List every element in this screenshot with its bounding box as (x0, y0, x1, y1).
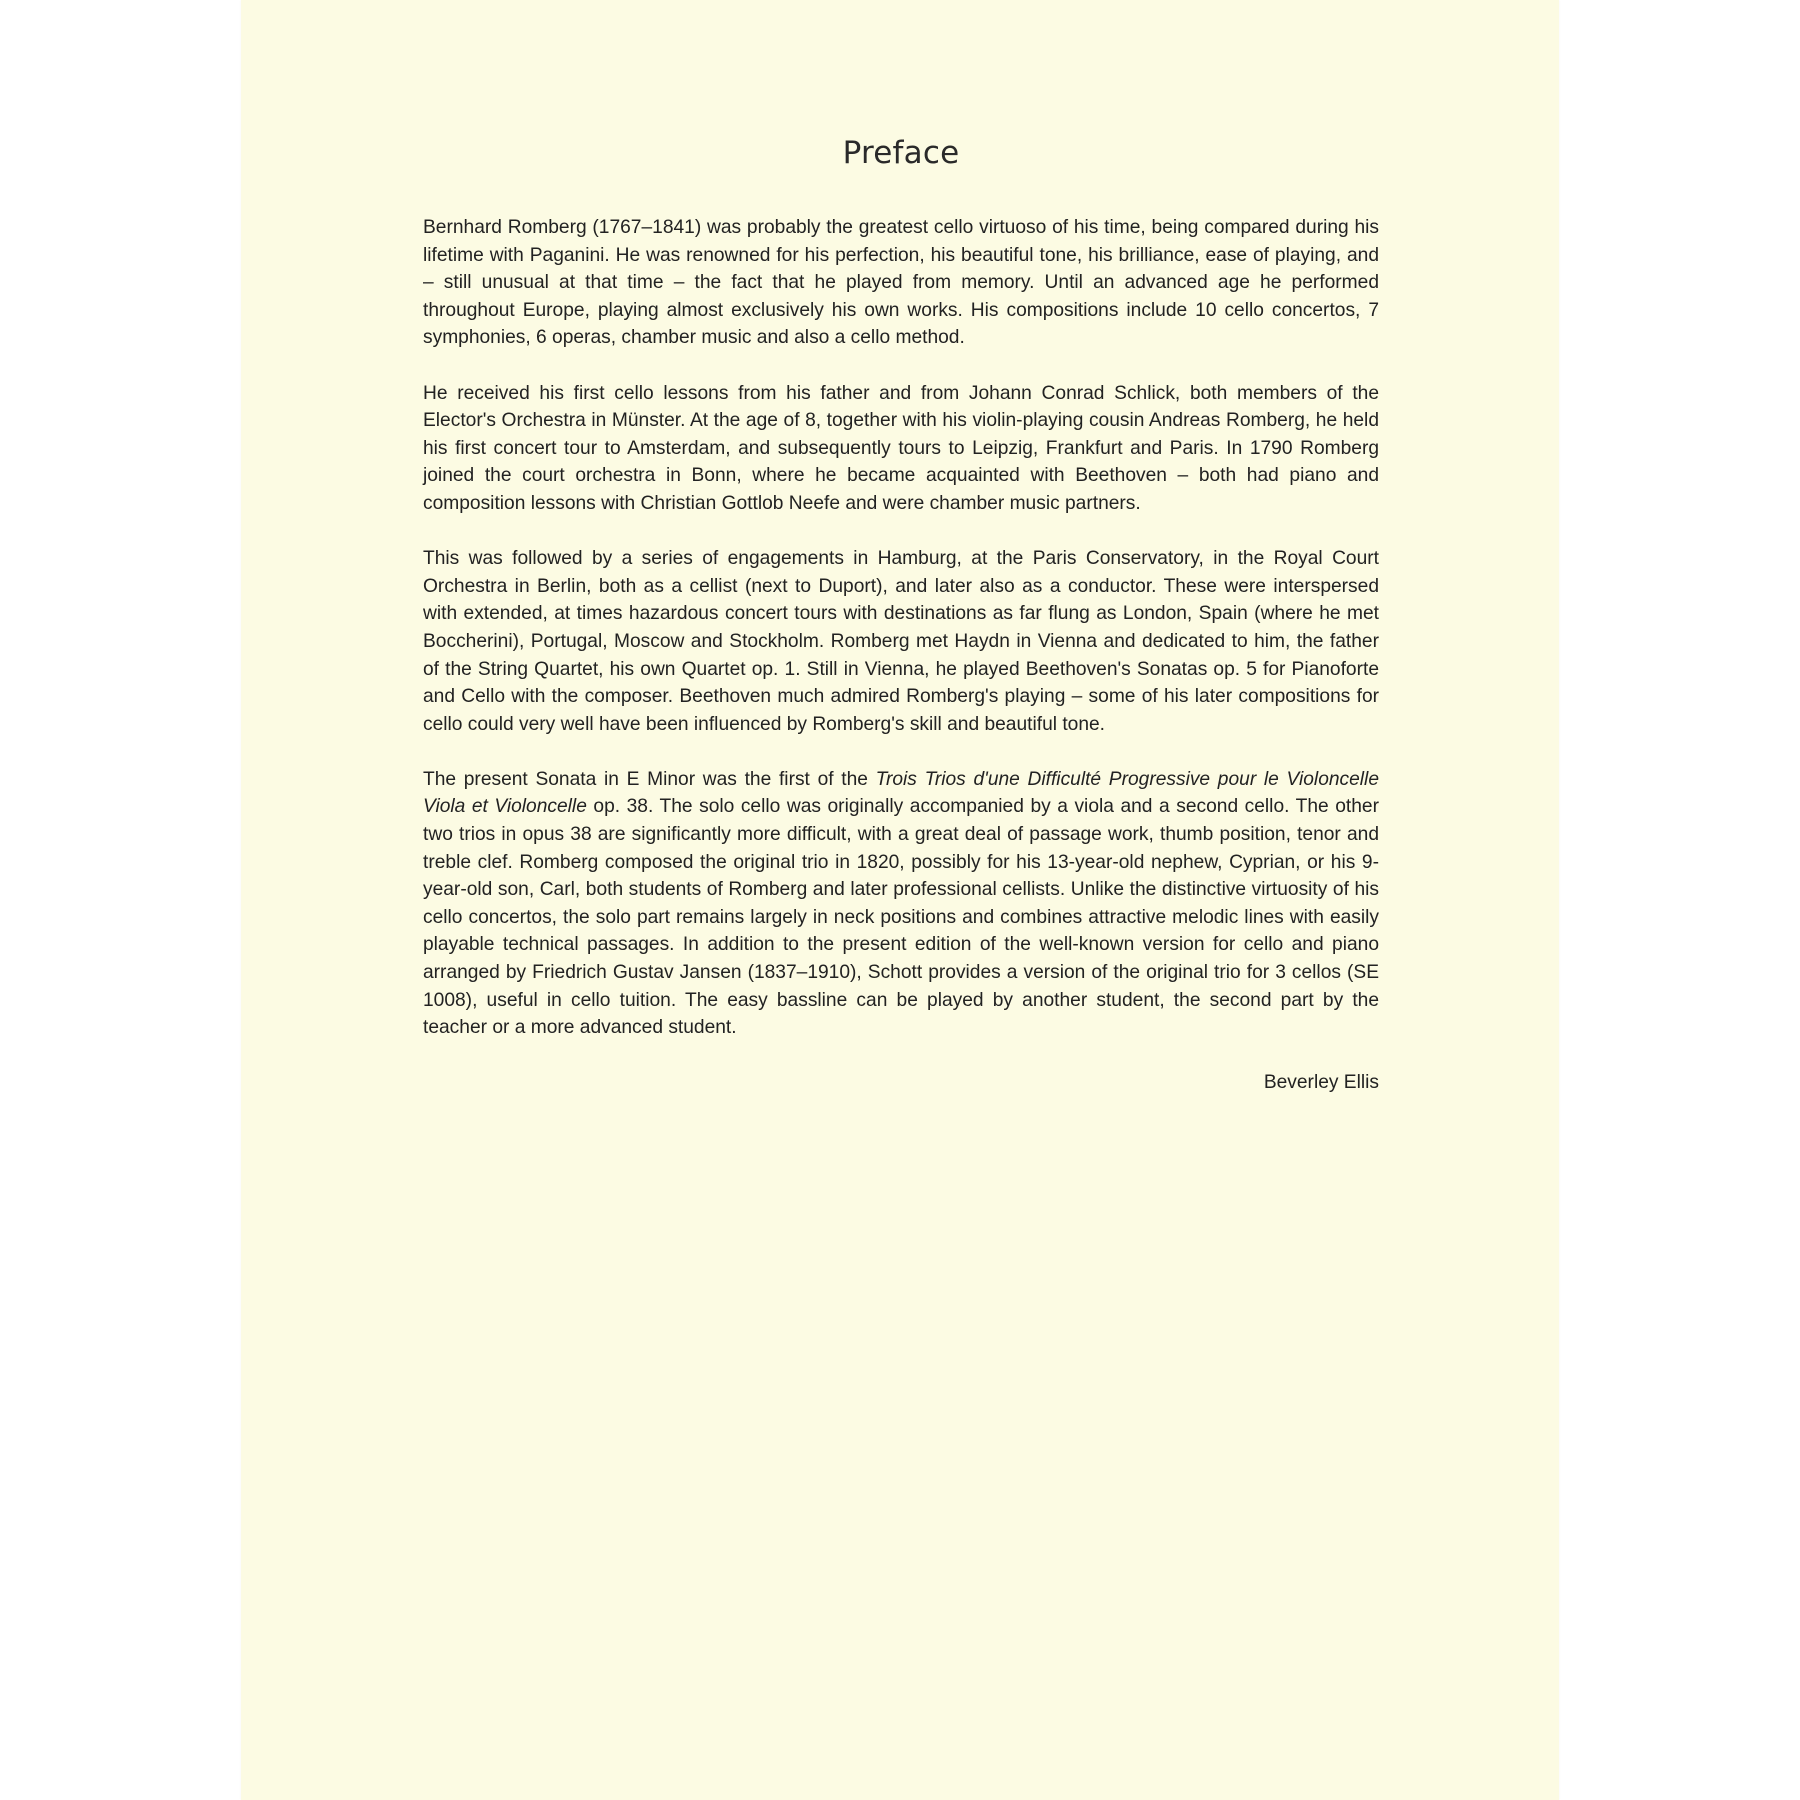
paragraph-4-before-italic: The present Sonata in E Minor was the first of the (423, 768, 876, 790)
paragraph-4-italic-title: Trois Trios d'une Difficulté Progressive pour le Violoncelle Viola et Violoncelle (423, 768, 1379, 818)
author-signature: Beverley Ellis (1263, 1072, 1379, 1094)
document-page (241, 0, 1559, 1800)
paragraph-2: He received his first cello lessons from his father and from Johann Conrad Schlick, both members of the Elector's Orchestra in Münster. At the age of 8, together with his violin-playing cousin Andreas Romberg, he held his first concert tour to Amsterdam, and subsequently tours to Leipzig, Frankfurt and Paris. In 1790 Romberg joined the court orchestra in Bonn, where he became acquainted with Beethoven – both had piano and composition lessons with Christian Gottlob Neefe and were chamber music partners. (423, 382, 1379, 514)
preface-body (423, 214, 1379, 1097)
page-title: Preface (842, 135, 960, 171)
paragraph-3: This was followed by a series of engagements in Hamburg, at the Paris Conservatory, in the Royal Court Orchestra in Berlin, both as a cellist (next to Duport), and later also as a conductor. These were interspersed with extended, at times hazardous concert tours with destinations as far flung as London, Spain (where he met Boccherini), Portugal, Moscow and Stockholm. Romberg met Haydn in Vienna and dedicated to him, the father of the String Quartet, his own Quartet op. 1. Still in Vienna, he played Beethoven's Sonatas op. 5 for Pianoforte and Cello with the composer. Beethoven much admired Romberg's playing – some of his later compositions for cello could very well have been influenced by Romberg's skill and beautiful tone. (423, 548, 1379, 735)
paragraph-4-after-italic: op. 38. The solo cello was originally accompanied by a viola and a second cello. The other two trios in opus 38 are significantly more difficult, with a great deal of passage work, thumb position, tenor and treble clef. Romberg composed the original trio in 1820, possibly for his 13-year-old nephew, Cyprian, or his 9-year-old son, Carl, both students of Romberg and later professional cellists. Unlike the distinctive virtuosity of his cello concertos, the solo part remains largely in neck positions and combines attractive melodic lines with easily playable technical passages. In addition to the present edition of the well-known version for cello and piano arranged by Friedrich Gustav Jansen (1837–1910), Schott provides a version of the original trio for 3 cellos (SE 1008), useful in cello tuition. The easy bassline can be played by another student, the second part by the teacher or a more advanced student. (423, 796, 1379, 1039)
paragraph-1: Bernhard Romberg (1767–1841) was probably the greatest cello virtuoso of his time, being compared during his lifetime with Paganini. He was renowned for his perfection, his beautiful tone, his brilliance, ease of playing, and – still unusual at that time – the fact that he played from memory. Until an advanced age he performed throughout Europe, playing almost exclusively his own works. His compositions include 10 cello concertos, 7 symphonies, 6 operas, chamber music and also a cello method. (423, 217, 1379, 349)
paragraph-4 (423, 766, 1379, 1042)
